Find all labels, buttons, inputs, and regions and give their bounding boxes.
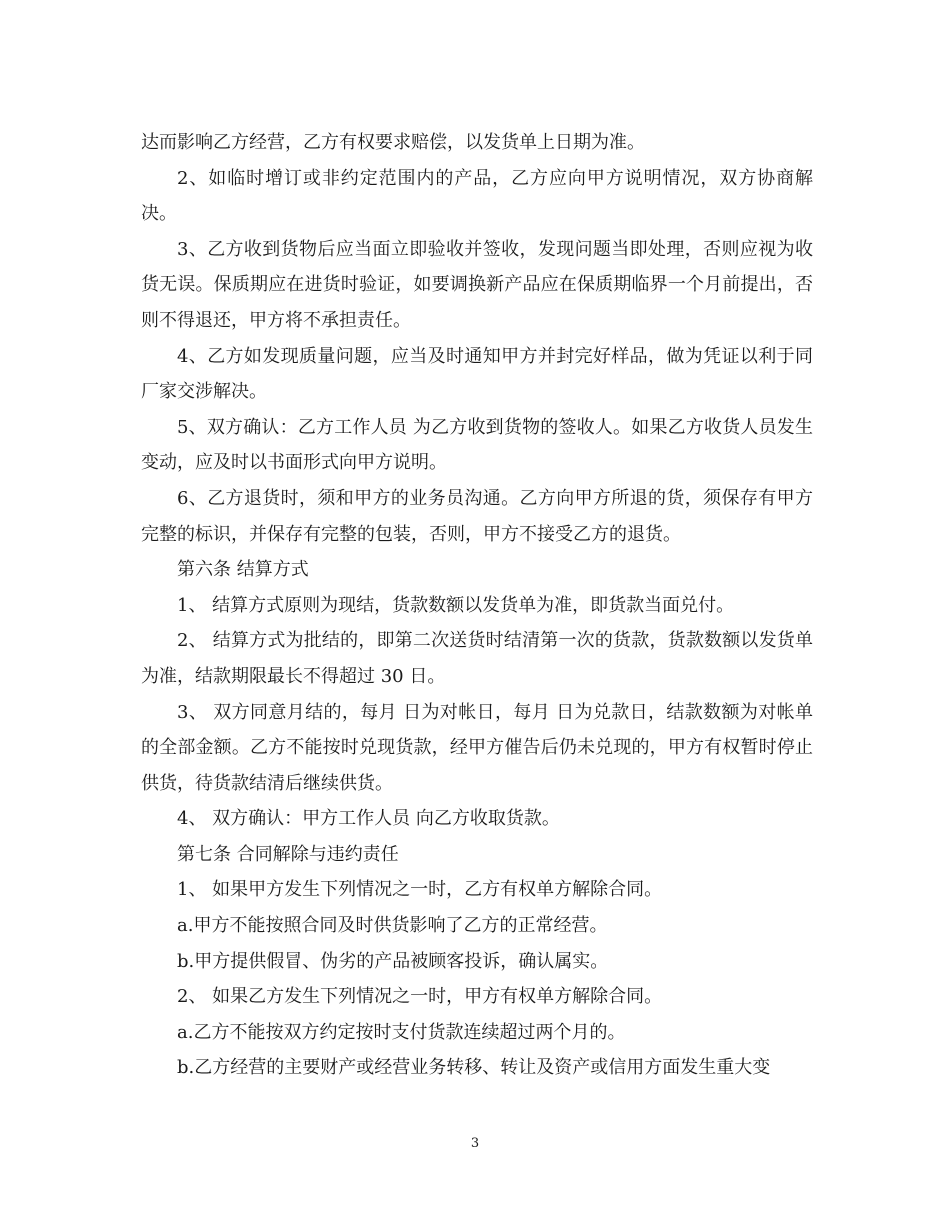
paragraph: 3、乙方收到货物后应当面立即验收并签收，发现问题当即处理，否则应视为收货无误。保质期应在进货时验证，如要调换新产品应在保质期临界一个月前提出，否则不得退还，甲方将不承担责任。 bbox=[141, 238, 813, 331]
paragraph: 1、 结算方式原则为现结，货款数额以发货单为准，即货款当面兑付。 bbox=[177, 594, 735, 616]
document-body bbox=[141, 125, 813, 1086]
paragraph: 第六条 结算方式 bbox=[177, 559, 309, 581]
page-number: 3 bbox=[470, 1136, 480, 1151]
paragraph: 2、 结算方式为批结的，即第二次送货时结清第一次的货款，货款数额以发货单为准，结款期限最长不得超过 30 日。 bbox=[141, 630, 813, 687]
paragraph: 4、 双方确认：甲方工作人员 向乙方收取货款。 bbox=[177, 808, 560, 830]
paragraph: 2、 如果乙方发生下列情况之一时，甲方有权单方解除合同。 bbox=[177, 986, 663, 1008]
paragraph: b.甲方提供假冒、伪劣的产品被顾客投诉，确认属实。 bbox=[177, 950, 609, 972]
paragraph: b.乙方经营的主要财产或经营业务转移、转让及资产或信用方面发生重大变 bbox=[177, 1057, 771, 1079]
paragraph: 2、如临时增订或非约定范围内的产品，乙方应向甲方说明情况，双方协商解决。 bbox=[141, 167, 813, 225]
paragraph: 4、乙方如发现质量问题，应当及时通知甲方并封完好样品，做为凭证以利于同厂家交涉解决。 bbox=[141, 345, 813, 403]
paragraph: 5、双方确认：乙方工作人员 为乙方收到货物的签收人。如果乙方收货人员发生变动，应及时以书面形式向甲方说明。 bbox=[141, 416, 813, 474]
paragraph: a.甲方不能按照合同及时供货影响了乙方的正常经营。 bbox=[177, 915, 608, 937]
paragraph: 3、 双方同意月结的，每月 日为对帐日，每月 日为兑款日，结款数额为对帐单的全部金额。乙方不能按时兑现货款，经甲方催告后仍未兑现的，甲方有权暂时停止供货，待货款结清后继续供货。 bbox=[141, 701, 813, 794]
paragraph: 达而影响乙方经营，乙方有权要求赔偿，以发货单上日期为准。 bbox=[141, 132, 645, 153]
paragraph: a.乙方不能按双方约定按时支付货款连续超过两个月的。 bbox=[177, 1021, 626, 1043]
paragraph: 第七条 合同解除与违约责任 bbox=[177, 843, 399, 865]
paragraph: 1、 如果甲方发生下列情况之一时，乙方有权单方解除合同。 bbox=[177, 879, 663, 901]
paragraph: 6、乙方退货时，须和甲方的业务员沟通。乙方向甲方所退的货，须保存有甲方完整的标识，并保存有完整的包装，否则，甲方不接受乙方的退货。 bbox=[141, 487, 813, 545]
